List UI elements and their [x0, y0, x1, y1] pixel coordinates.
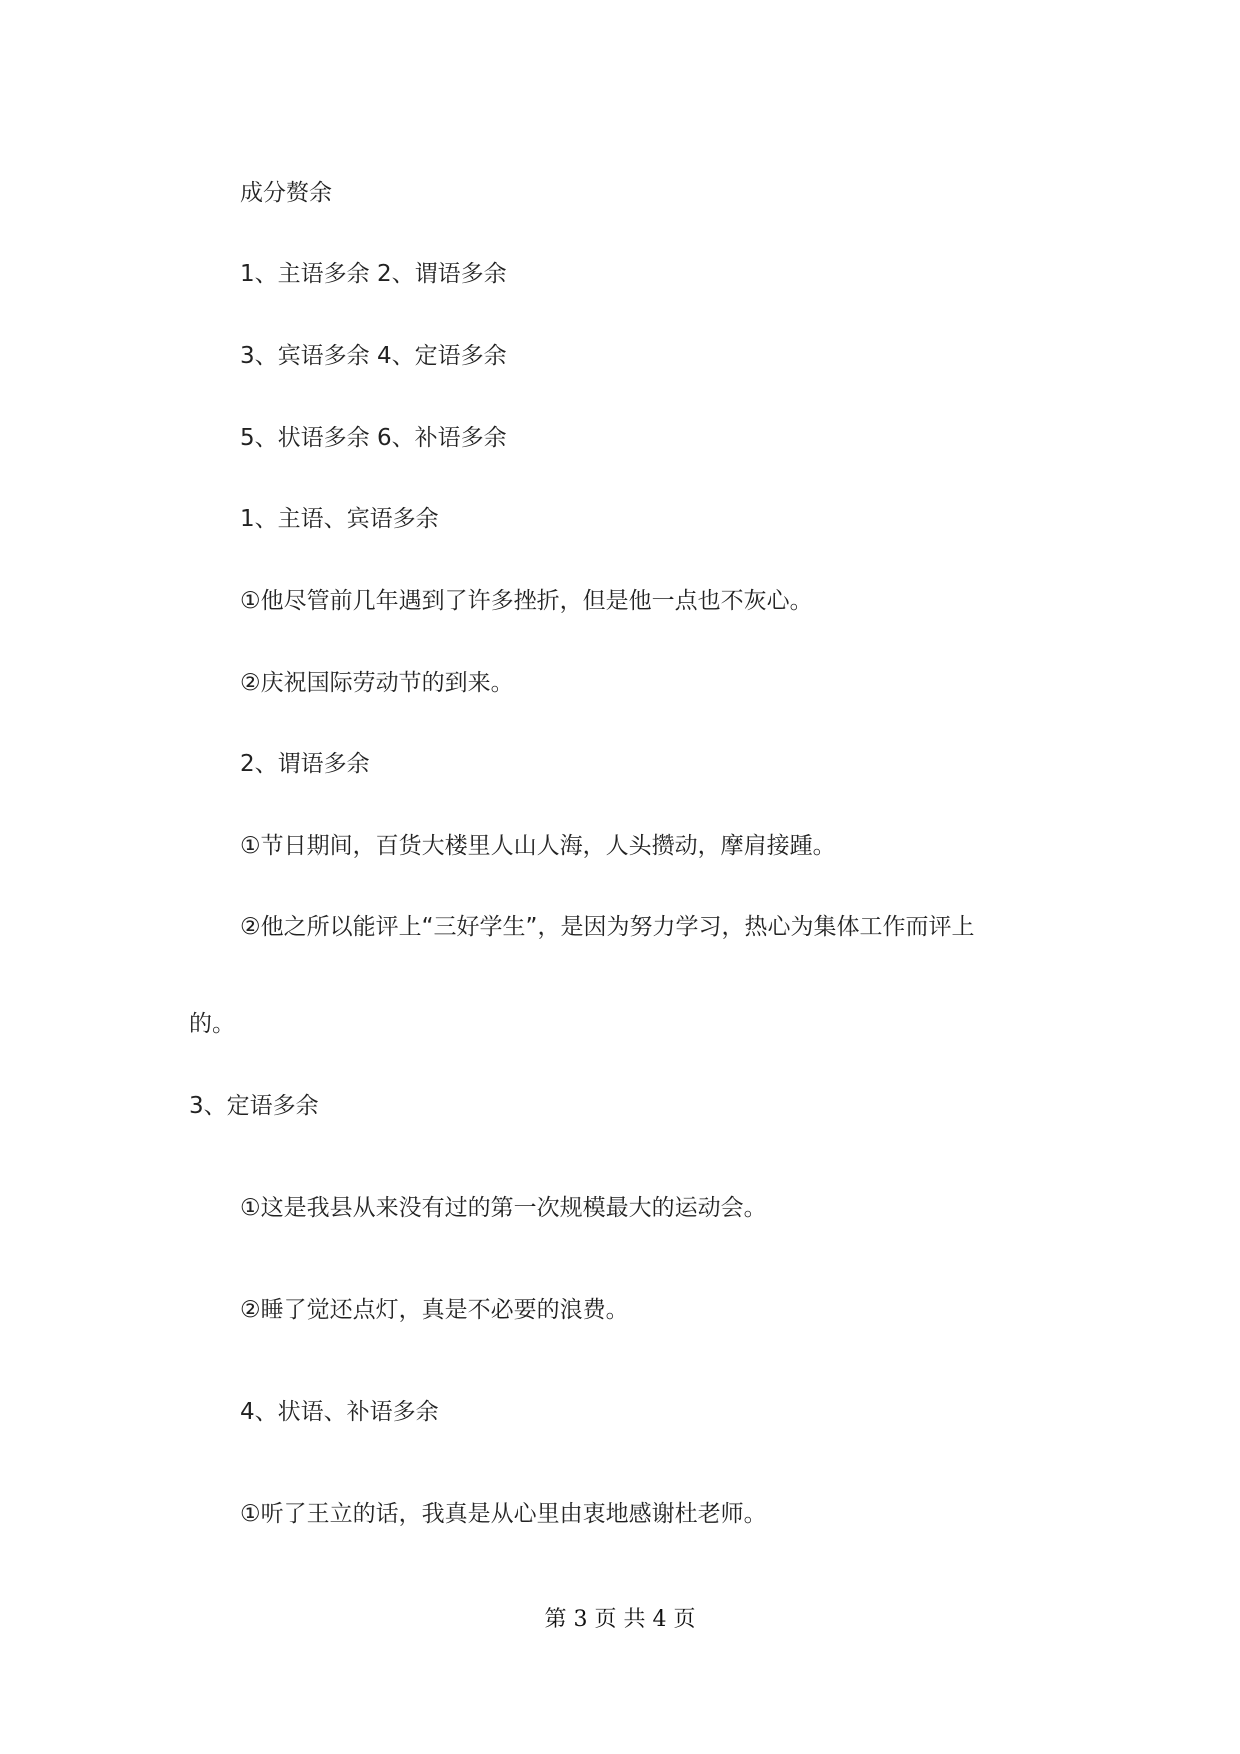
category-list-line-2: 3、宾语多余 4、定语多余: [240, 343, 507, 369]
category-list-line-3: 5、状语多余 6、补语多余: [240, 425, 507, 451]
subheading-predicate: 2、谓语多余: [240, 751, 370, 777]
example-sentence: ②庆祝国际劳动节的到来。: [240, 670, 514, 696]
example-sentence: ②睡了觉还点灯，真是不必要的浪费。: [240, 1297, 629, 1323]
category-list-line-1: 1、主语多余 2、谓语多余: [240, 261, 507, 287]
example-sentence-continuation: 的。: [189, 1011, 235, 1037]
example-sentence: ①节日期间，百货大楼里人山人海，人头攒动，摩肩接踵。: [240, 833, 836, 859]
page-number-footer: 第 3 页 共 4 页: [544, 1607, 696, 1632]
section-heading-redundancy: 成分赘余: [240, 180, 332, 206]
subheading-subject-object: 1、主语、宾语多余: [240, 506, 439, 532]
subheading-adverbial-complement: 4、状语、补语多余: [240, 1399, 439, 1425]
example-sentence: ①听了王立的话，我真是从心里由衷地感谢杜老师。: [240, 1501, 767, 1527]
example-sentence: ②他之所以能评上“三好学生”，是因为努力学习，热心为集体工作而评上: [240, 914, 975, 940]
subheading-attributive: 3、定语多余: [189, 1093, 319, 1119]
example-sentence: ①这是我县从来没有过的第一次规模最大的运动会。: [240, 1195, 767, 1221]
example-sentence: ①他尽管前几年遇到了许多挫折，但是他一点也不灰心。: [240, 588, 813, 614]
